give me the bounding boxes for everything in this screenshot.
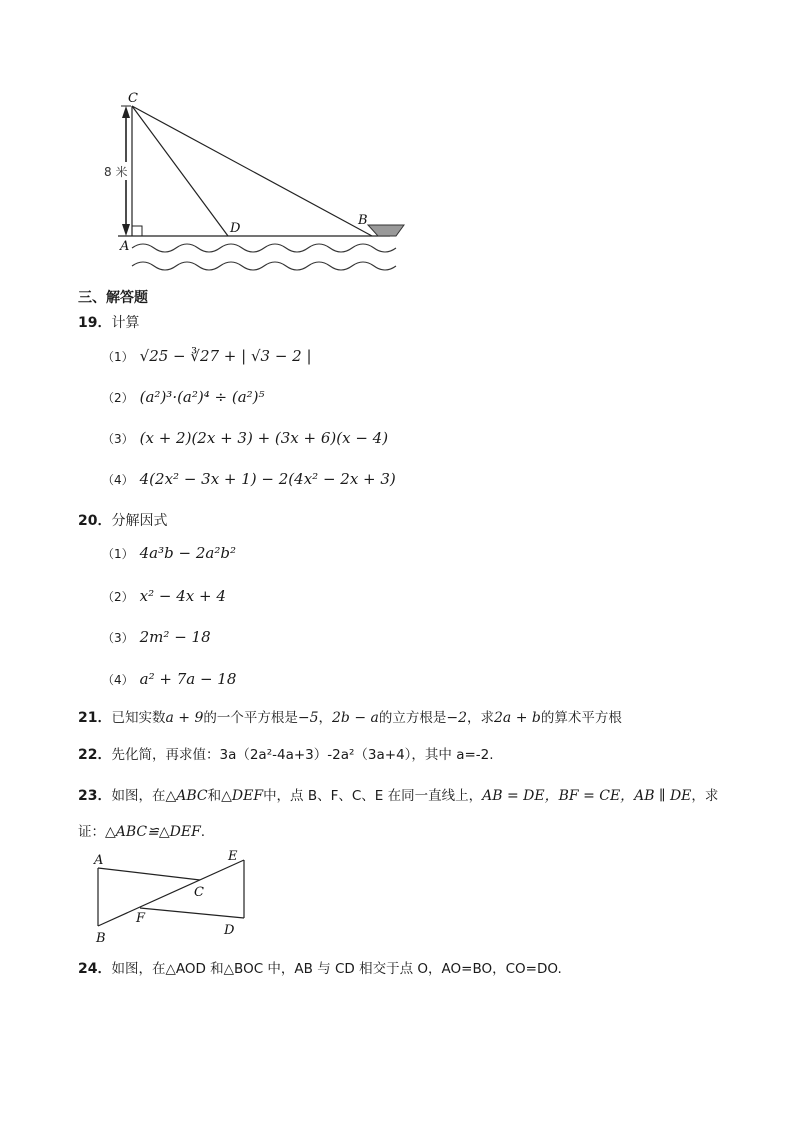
item-tag: （2） bbox=[102, 590, 134, 604]
question-19-header bbox=[78, 312, 139, 332]
text-run: ，求 bbox=[691, 788, 719, 804]
text-run: 和 bbox=[207, 788, 222, 804]
segment-ac bbox=[98, 868, 200, 880]
math-run: 2b − a bbox=[332, 710, 379, 726]
point-label-a: A bbox=[120, 239, 130, 254]
segment-cb bbox=[132, 106, 372, 236]
item-tag: （1） bbox=[102, 547, 134, 561]
math-run: −2 bbox=[446, 710, 468, 726]
arrow-head-up bbox=[122, 106, 130, 118]
question-title: 分解因式 bbox=[111, 513, 168, 529]
question-20-header bbox=[78, 510, 167, 530]
water-wave-2 bbox=[132, 262, 396, 270]
item-expression: a² + 7a − 18 bbox=[139, 670, 237, 688]
text-run: 中，点 B、F、C、E 在同一直线上， bbox=[263, 788, 483, 804]
point-label-d: D bbox=[224, 923, 235, 938]
item-tag: （1） bbox=[102, 350, 134, 364]
arrow-head-down bbox=[122, 224, 130, 236]
q20-item-2 bbox=[102, 587, 226, 605]
item-expression: 4a³b − 2a²b² bbox=[139, 544, 236, 562]
question-21 bbox=[78, 706, 622, 727]
item-expression: 2m² − 18 bbox=[139, 628, 211, 646]
text-run: ，求 bbox=[467, 710, 495, 726]
segment-fd bbox=[140, 908, 244, 918]
question-23-line-2 bbox=[78, 820, 205, 840]
q20-item-3 bbox=[102, 628, 211, 646]
question-number: 22． bbox=[78, 747, 112, 763]
math-run: 2a + b bbox=[494, 710, 541, 726]
item-tag: （4） bbox=[102, 473, 134, 487]
math-run: △DEF bbox=[221, 788, 264, 804]
item-expression: √25 − ∛27 + | √3 − 2 | bbox=[139, 347, 312, 365]
q19-item-1 bbox=[102, 347, 312, 365]
math-run: −5 bbox=[297, 710, 319, 726]
question-23-line-1 bbox=[78, 784, 718, 805]
height-label: 8 米 bbox=[104, 165, 128, 179]
item-tag: （2） bbox=[102, 391, 134, 405]
question-24 bbox=[78, 957, 562, 978]
text-run: 已知实数 bbox=[111, 710, 166, 726]
item-tag: （3） bbox=[102, 631, 134, 645]
point-label-b: B bbox=[96, 931, 106, 946]
question-number: 21． bbox=[78, 710, 112, 726]
q20-item-4 bbox=[102, 670, 236, 688]
question-number: 23． bbox=[78, 788, 112, 804]
point-label-e: E bbox=[228, 849, 238, 864]
text-run: 的一个平方根是 bbox=[203, 710, 298, 726]
math-run: △ABC bbox=[165, 788, 208, 804]
q20-item-1 bbox=[102, 544, 236, 562]
math-run: a + 9 bbox=[165, 710, 204, 726]
q19-item-4 bbox=[102, 470, 396, 488]
point-label-b: B bbox=[358, 213, 368, 228]
q19-item-2 bbox=[102, 388, 265, 406]
height-diagram bbox=[100, 88, 420, 273]
text-run: 的立方根是 bbox=[378, 710, 447, 726]
boat-icon bbox=[368, 225, 404, 236]
question-number: 20． bbox=[78, 513, 112, 529]
point-label-f: F bbox=[136, 911, 146, 926]
math-run: △ABC≌△DEF bbox=[105, 824, 201, 840]
text-run: ， bbox=[318, 710, 333, 726]
section-title: 三、解答题 bbox=[78, 290, 148, 306]
segment-cd bbox=[132, 106, 228, 236]
water-wave-1 bbox=[132, 244, 396, 252]
question-number: 24． bbox=[78, 961, 112, 977]
point-label-d: D bbox=[230, 221, 241, 236]
question-number: 19． bbox=[78, 315, 112, 331]
text-run: . bbox=[200, 824, 206, 840]
question-text: 先化简，再求值：3a（2a²-4a+3）-2a²（3a+4），其中 a=-2. bbox=[111, 747, 494, 763]
question-text: 如图，在△AOD 和△BOC 中，AB 与 CD 相交于点 O，AO=BO，CO=DO. bbox=[111, 961, 562, 977]
item-expression: (a²)³·(a²)⁴ ÷ (a²)⁵ bbox=[139, 388, 265, 406]
item-expression: (x + 2)(2x + 3) + (3x + 6)(x − 4) bbox=[139, 429, 389, 447]
triangle-diagram bbox=[88, 846, 258, 946]
question-title: 计算 bbox=[111, 315, 140, 331]
text-run: 的算术平方根 bbox=[540, 710, 622, 726]
item-expression: x² − 4x + 4 bbox=[139, 587, 226, 605]
point-label-a: A bbox=[94, 853, 104, 868]
text-run: 如图，在 bbox=[111, 788, 166, 804]
q19-item-3 bbox=[102, 429, 388, 447]
point-label-c: C bbox=[194, 885, 204, 900]
item-tag: （4） bbox=[102, 673, 134, 687]
question-22 bbox=[78, 743, 494, 764]
text-run: 证： bbox=[78, 824, 105, 840]
math-run: AB = DE，BF = CE，AB ∥ DE bbox=[482, 788, 692, 804]
point-label-c: C bbox=[128, 91, 138, 106]
right-angle-mark bbox=[132, 226, 142, 236]
item-tag: （3） bbox=[102, 432, 134, 446]
item-expression: 4(2x² − 3x + 1) − 2(4x² − 2x + 3) bbox=[139, 470, 396, 488]
